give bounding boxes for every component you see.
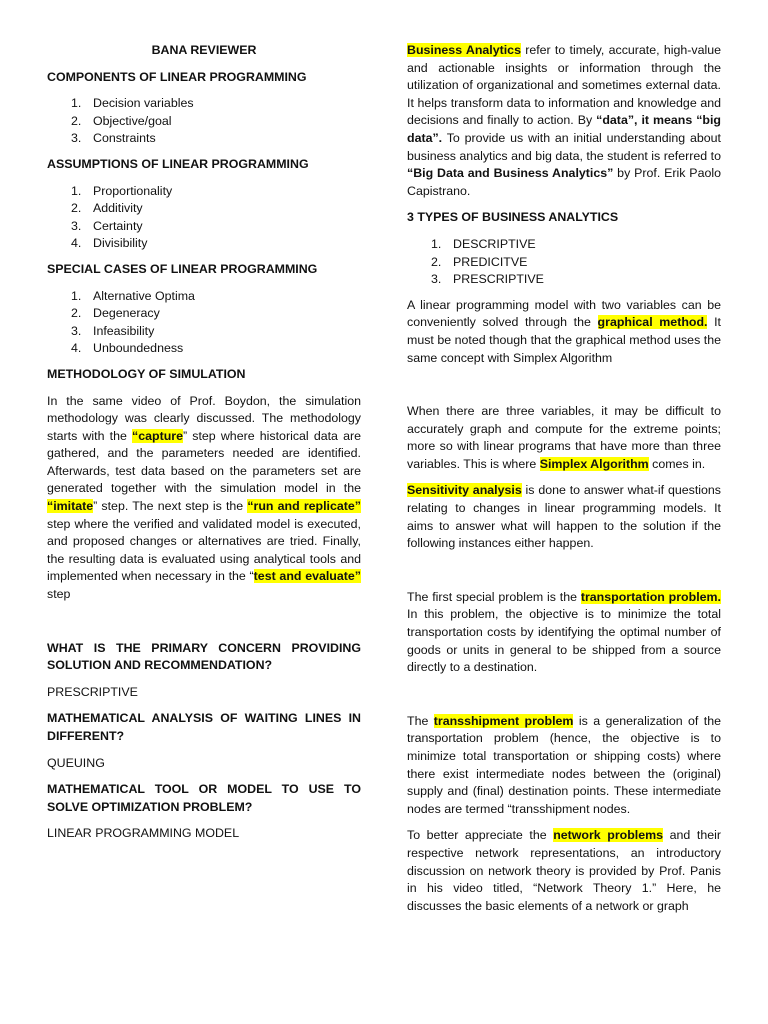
- highlight-transportation-problem: transportation problem.: [580, 589, 721, 604]
- text-run: by Prof. Erik Paolo Capistrano.: [407, 166, 721, 198]
- answer-optimization-tool: LINEAR PROGRAMMING MODEL: [47, 826, 240, 841]
- list-text: Unboundedness: [93, 341, 184, 356]
- highlight-sensitivity-analysis: Sensitivity analysis: [407, 483, 522, 498]
- list-number: 2.: [431, 254, 442, 269]
- list-text: Infeasibility: [93, 323, 155, 338]
- list-number: 1.: [71, 183, 82, 198]
- spacer: [407, 562, 721, 589]
- list-text: Certainty: [93, 218, 143, 233]
- components-heading: COMPONENTS OF LINEAR PROGRAMMING: [47, 69, 307, 84]
- text-run: When there are three variables, it may be difficult to accurately graph and compute for the extreme points; more so with linear programs that have more than three variables. This is where: [407, 404, 721, 471]
- list-text: Proportionality: [93, 183, 173, 198]
- special-cases-heading: SPECIAL CASES OF LINEAR PROGRAMMING: [47, 261, 318, 276]
- list-number: 4.: [71, 341, 82, 356]
- list-text: Constraints: [93, 131, 156, 146]
- list-text: Degeneracy: [93, 306, 160, 321]
- graphical-method-paragraph: [407, 297, 721, 367]
- question-optimization-tool: MATHEMATICAL TOOL OR MODEL TO USE TO SOLVE OPTIMIZATION PROBLEM?: [47, 782, 361, 814]
- list-item: [407, 236, 721, 254]
- simplex-paragraph: [407, 403, 721, 473]
- sensitivity-paragraph: [407, 482, 721, 552]
- list-text: Decision variables: [93, 96, 194, 111]
- list-text: PRESCRIPTIVE: [453, 272, 544, 287]
- list-item: [47, 200, 361, 218]
- text-run: refer to timely, accurate, high-value and actionable insights or information through the utilization of organizational and sometimes external data. It helps transform data to information and knowledge and decisions and finally to action. By: [407, 43, 721, 128]
- list-item: [47, 323, 361, 341]
- list-item: [47, 288, 361, 306]
- text-run: In the same video of Prof. Boydon, the simulation methodology was clearly discussed. The methodology starts with the: [47, 393, 361, 443]
- left-column: [47, 42, 361, 852]
- text-run: step where the verified and validated model is executed, and proposed changes or alternatives are tried. Finally, the resulting data is evaluated using analytical tools and implemented when necessary in the “: [47, 516, 361, 584]
- components-list: [47, 95, 361, 148]
- list-number: 1.: [71, 288, 82, 303]
- bold-text-run: “Big Data and Business Analytics”: [407, 166, 614, 181]
- question-primary-concern: WHAT IS THE PRIMARY CONCERN PROVIDING SOLUTION AND RECOMMENDATION?: [47, 640, 361, 673]
- list-number: 1.: [431, 236, 442, 251]
- list-text: Alternative Optima: [93, 288, 195, 303]
- business-analytics-paragraph: [407, 42, 721, 200]
- list-item: [47, 305, 361, 323]
- assumptions-list: [47, 183, 361, 253]
- list-item: [47, 183, 361, 201]
- list-number: 2.: [71, 113, 82, 128]
- transshipment-paragraph: [407, 713, 721, 819]
- text-run: step: [47, 587, 71, 602]
- document-title: BANA REVIEWER: [151, 43, 257, 57]
- highlight-capture: “capture: [132, 428, 183, 443]
- list-item: [47, 113, 361, 131]
- question-waiting-lines: MATHEMATICAL ANALYSIS OF WAITING LINES IN DIFFERENT?: [47, 711, 361, 743]
- highlight-test-and-evaluate: test and evaluate”: [253, 569, 361, 584]
- text-run: is done to answer what-if questions relating to changes in linear programming models. It aims to answer what will happen to the solution if the following instances either happen.: [407, 483, 721, 551]
- text-run: comes in.: [648, 456, 706, 471]
- highlight-network-problems: network problems: [553, 828, 664, 843]
- list-item: [407, 271, 721, 289]
- list-text: DESCRIPTIVE: [453, 236, 536, 251]
- text-run: To better appreciate the: [407, 828, 554, 843]
- text-run: A linear programming model with two variables can be conveniently solved through the: [407, 297, 721, 330]
- right-column: [407, 42, 721, 924]
- analytics-types-list: [407, 236, 721, 289]
- list-item: [47, 235, 361, 253]
- list-item: [47, 218, 361, 236]
- spacer: [47, 613, 361, 640]
- highlight-simplex-algorithm: Simplex Algorithm: [539, 456, 649, 471]
- text-run: To provide us with an initial understanding about business analytics and big data, the student is referred to: [407, 130, 721, 163]
- list-number: 2.: [71, 306, 82, 321]
- special-cases-list: [47, 288, 361, 358]
- text-run: and their respective network representations, an introductory discussion on network theory is provided by Prof. Panis in his video titled, “Network Theory 1.” Here, he discusses the basic elements of a network or graph: [407, 828, 721, 913]
- list-text: Additivity: [93, 201, 143, 216]
- list-number: 3.: [71, 218, 82, 233]
- list-text: PREDICITVE: [453, 254, 528, 269]
- answer-waiting-lines: QUEUING: [47, 755, 105, 770]
- list-item: [47, 130, 361, 148]
- list-number: 1.: [71, 96, 82, 111]
- text-run: ” step. The next step is the: [93, 499, 248, 514]
- simulation-paragraph: [47, 393, 361, 604]
- list-item: [47, 340, 361, 358]
- text-run: ” step where historical data are gathered, and the parameters needed are identified. Afterwards, test data based on the parameters set are generated together with the simulation model in the: [47, 428, 361, 496]
- list-item: [407, 254, 721, 272]
- bold-text-run: “data”, it means “big data”.: [407, 113, 721, 145]
- assumptions-heading: ASSUMPTIONS OF LINEAR PROGRAMMING: [47, 156, 309, 171]
- text-run: In this problem, the objective is to minimize the total transportation costs by identifying the optimal number of goods or units in general to be shipped from a source directly to a destination.: [407, 607, 721, 675]
- list-item: [47, 95, 361, 113]
- highlight-business-analytics: Business Analytics: [407, 43, 521, 57]
- analytics-types-heading: 3 TYPES OF BUSINESS ANALYTICS: [407, 210, 619, 225]
- simulation-heading: METHODOLOGY OF SIMULATION: [47, 366, 246, 381]
- network-paragraph: [407, 827, 721, 915]
- highlight-run-and-replicate: “run and replicate”: [247, 499, 361, 514]
- list-text: Objective/goal: [93, 113, 172, 128]
- highlight-imitate: “imitate: [47, 499, 94, 514]
- answer-primary-concern: PRESCRIPTIVE: [47, 684, 138, 699]
- list-number: 2.: [71, 201, 82, 216]
- highlight-transshipment-problem: transshipment problem: [433, 713, 574, 728]
- text-run: It must be noted though that the graphical method uses the same concept with Simplex Algorithm: [407, 315, 722, 365]
- list-number: 3.: [71, 323, 82, 338]
- list-text: Divisibility: [93, 236, 148, 251]
- text-run: is a generalization of the transportation problem (hence, the objective is to minimize total transportation or shipping costs) where there exist intermediate nodes between the (original) supply and (final) destination points. These intermediate nodes are termed “transshipment nodes.: [407, 713, 722, 816]
- spacer: [407, 686, 721, 713]
- spacer: [407, 376, 721, 403]
- highlight-graphical-method: graphical method.: [597, 315, 708, 330]
- text-run: The: [407, 713, 434, 728]
- text-run: The first special problem is the: [407, 589, 581, 604]
- list-number: 3.: [71, 131, 82, 146]
- transportation-paragraph: [407, 589, 721, 677]
- list-number: 3.: [431, 272, 442, 287]
- list-number: 4.: [71, 236, 82, 251]
